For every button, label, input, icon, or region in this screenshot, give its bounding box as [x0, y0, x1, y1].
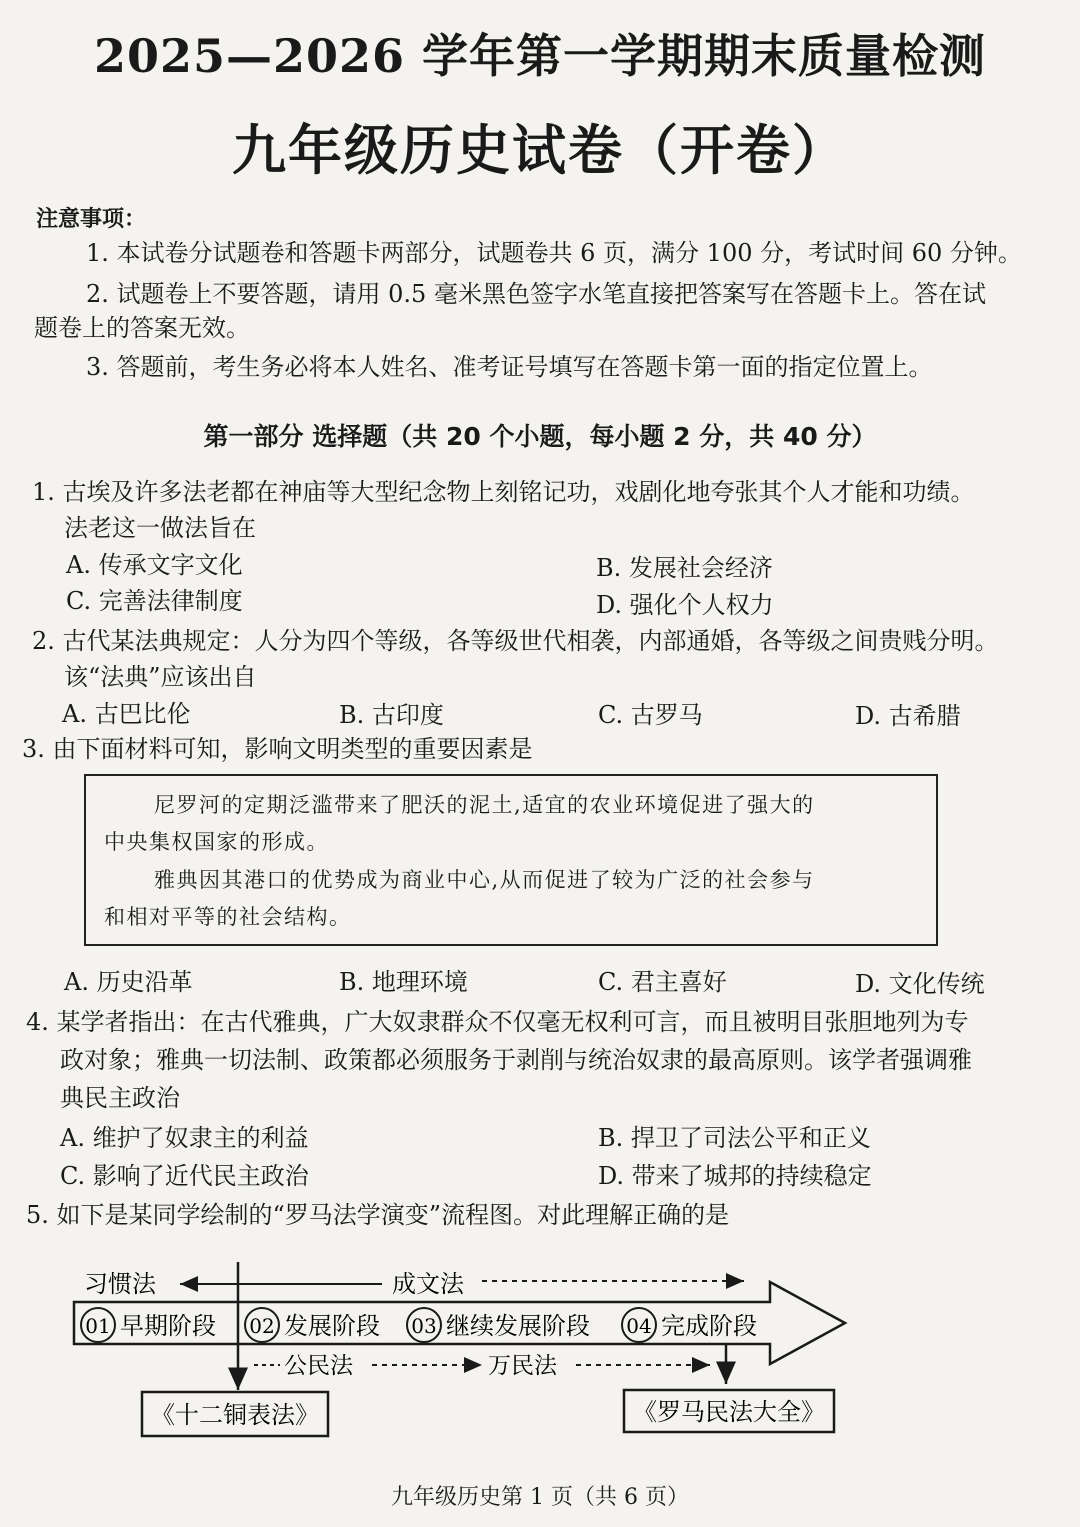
q3-option-b[interactable]: B. 地理环境 [339, 968, 468, 996]
q1-stem-cont: 法老这一做法旨在 [64, 514, 256, 542]
q2-option-a[interactable]: A. 古巴比伦 [62, 700, 191, 728]
q4-stem-cont2: 典民主政治 [60, 1084, 180, 1112]
stage3-label: 继续发展阶段 [446, 1312, 590, 1340]
q3-material-line4: 和相对平等的社会结构。 [104, 905, 352, 929]
exam-title: 2025—2026 学年第一学期期末质量检测 [93, 29, 987, 83]
part1-heading: 第一部分 选择题（共 20 个小题，每小题 2 分，共 40 分） [203, 422, 877, 451]
q3-option-c[interactable]: C. 君主喜好 [598, 968, 727, 996]
corpus-juris-label: 《罗马民法大全》 [633, 1398, 825, 1426]
q2-stem: 2. 古代某法典规定：人分为四个等级，各等级世代相袭，内部通婚，各等级之间贵贱分明。 [32, 627, 999, 655]
roman-law-flowchart [0, 1250, 1080, 1450]
q2-option-c[interactable]: C. 古罗马 [598, 701, 703, 729]
q3-material-line1: 尼罗河的定期泛滥带来了肥沃的泥土,适宜的农业环境促进了强大的 [154, 793, 815, 817]
twelve-tables-label: 《十二铜表法》 [151, 1401, 319, 1429]
label-written-law: 成文法 [392, 1270, 464, 1298]
q5-stem: 5. 如下是某同学绘制的“罗马法学演变”流程图。对此理解正确的是 [26, 1201, 730, 1229]
q3-material-line2: 中央集权国家的形成。 [104, 830, 329, 854]
q2-option-b[interactable]: B. 古印度 [339, 701, 444, 729]
note-item-2: 2. 试题卷上不要答题，请用 0.5 毫米黑色签字水笔直接把答案写在答题卡上。答在试 [86, 280, 986, 308]
page-footer: 九年级历史第 1 页（共 6 页） [391, 1485, 689, 1510]
q1-option-b[interactable]: B. 发展社会经济 [596, 554, 773, 582]
label-citizen-law: 公民法 [284, 1353, 353, 1379]
notes-heading: 注意事项： [36, 207, 147, 232]
stage1-label: 早期阶段 [120, 1312, 216, 1340]
stage2-number: 02 [249, 1314, 275, 1338]
q4-stem: 4. 某学者指出：在古代雅典，广大奴隶群众不仅毫无权利可言，而且被明目张胆地列为专 [26, 1008, 969, 1036]
q1-stem: 1. 古埃及许多法老都在神庙等大型纪念物上刻铭记功，戏剧化地夸张其个人才能和功绩。 [32, 478, 975, 506]
note-item-3: 3. 答题前，考生务必将本人姓名、准考证号填写在答题卡第一面的指定位置上。 [86, 353, 933, 381]
q3-option-d[interactable]: D. 文化传统 [855, 970, 985, 998]
stage3-number: 03 [411, 1314, 437, 1338]
q3-option-a[interactable]: A. 历史沿革 [64, 968, 193, 996]
label-nations-law: 万民法 [488, 1353, 557, 1379]
q1-option-d[interactable]: D. 强化个人权力 [596, 591, 774, 619]
q4-option-c[interactable]: C. 影响了近代民主政治 [60, 1162, 309, 1190]
stage2-label: 发展阶段 [284, 1312, 380, 1340]
q4-option-b[interactable]: B. 捍卫了司法公平和正义 [598, 1124, 871, 1152]
label-customary-law: 习惯法 [84, 1270, 156, 1298]
note-item-2-cont: 题卷上的答案无效。 [34, 314, 250, 342]
stage4-label: 完成阶段 [661, 1312, 757, 1340]
q4-stem-cont1: 政对象；雅典一切法制、政策都必须服务于剥削与统治奴隶的最高原则。该学者强调雅 [60, 1046, 972, 1074]
q4-option-d[interactable]: D. 带来了城邦的持续稳定 [598, 1162, 872, 1190]
q3-material-line3: 雅典因其港口的优势成为商业中心,从而促进了较为广泛的社会参与 [154, 868, 815, 892]
stage4-number: 04 [626, 1314, 652, 1338]
q2-stem-cont: 该“法典”应该出自 [64, 663, 257, 691]
stage1-number: 01 [85, 1314, 111, 1338]
paper-title: 九年级历史试卷（开卷） [232, 119, 848, 182]
q1-option-c[interactable]: C. 完善法律制度 [66, 587, 243, 615]
note-item-1: 1. 本试卷分试题卷和答题卡两部分，试题卷共 6 页，满分 100 分，考试时间 60 分钟。 [86, 239, 1022, 267]
q3-stem: 3. 由下面材料可知，影响文明类型的重要因素是 [22, 735, 533, 763]
q2-option-d[interactable]: D. 古希腊 [855, 702, 961, 730]
q1-option-a[interactable]: A. 传承文字文化 [66, 551, 243, 579]
q4-option-a[interactable]: A. 维护了奴隶主的利益 [60, 1124, 309, 1152]
